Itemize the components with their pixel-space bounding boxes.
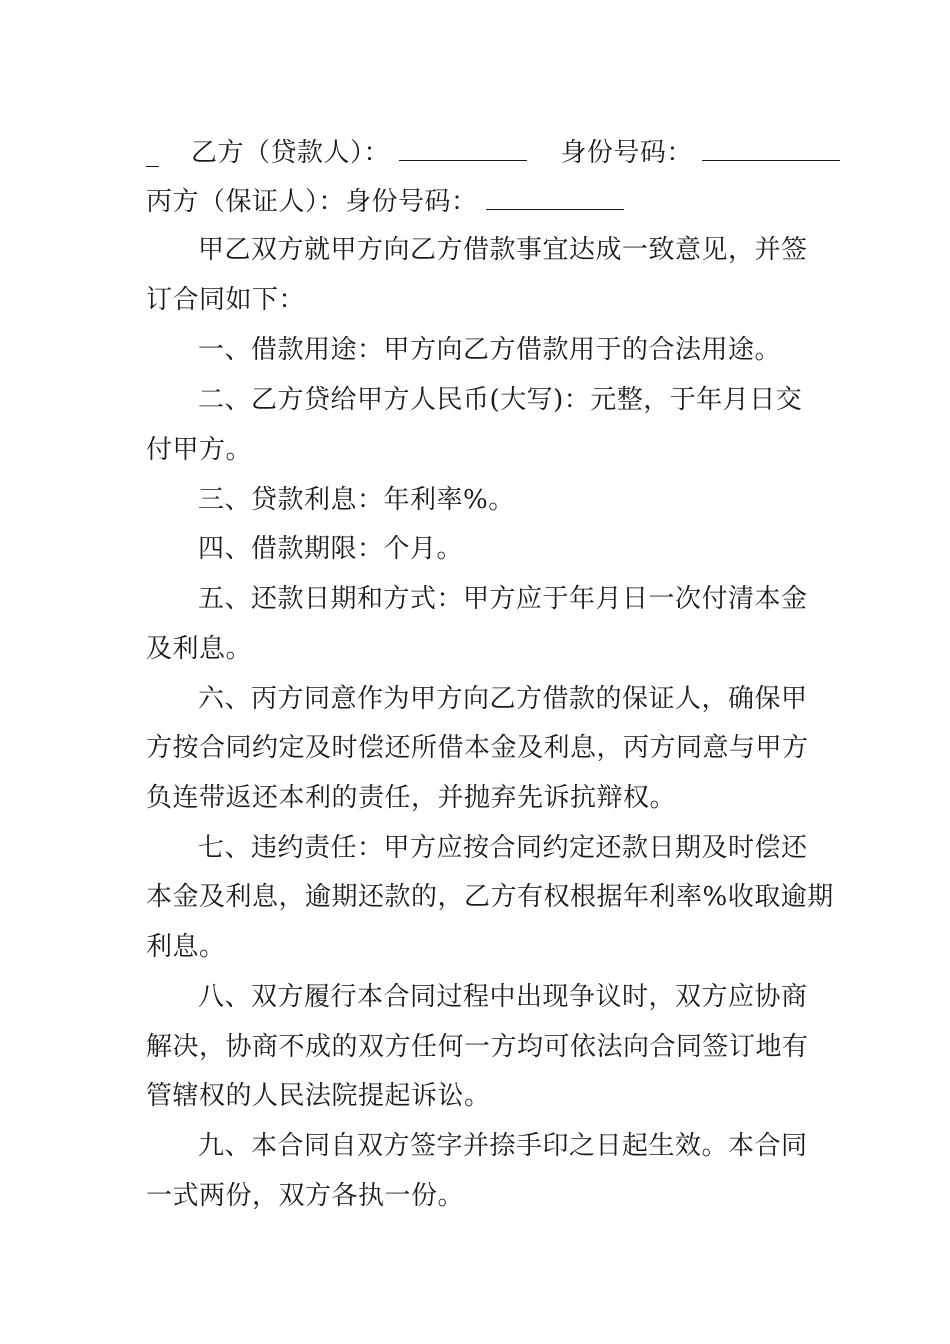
body-line: 负连带返还本利的责任，并抛弃先诉抗辩权。 (146, 783, 677, 813)
party-b-id-blank (702, 134, 840, 161)
party-c-label: 丙方（保证人）：身份号码： (146, 187, 478, 217)
body-line: 一式两份，双方各执一份。 (146, 1181, 465, 1211)
clause-4: 四、借款期限：个月。 (198, 534, 464, 564)
clause-6: 六、丙方同意作为甲方向乙方借款的保证人，确保甲 (198, 684, 808, 714)
clause-9: 九、本合同自双方签字并捺手印之日起生效。本合同 (198, 1131, 808, 1161)
clause-3: 三、贷款利息：年利率%。 (198, 485, 515, 515)
body-line: 管辖权的人民法院提起诉讼。 (146, 1081, 491, 1111)
clause-1: 一、借款用途：甲方向乙方借款用于的合法用途。 (198, 335, 782, 365)
clause-8: 八、双方履行本合同过程中出现争议时，双方应协商 (198, 982, 808, 1012)
party-b-id-label: 身份号码： (560, 138, 693, 168)
body-line: 及利息。 (146, 634, 253, 664)
body-line: 甲乙双方就甲方向乙方借款事宜达成一致意见，并签 (198, 235, 808, 265)
party-b-label: 乙方（贷款人）： (191, 138, 391, 168)
body-line: 本金及利息，逾期还款的，乙方有权根据年利率%收取逾期 (146, 882, 834, 912)
party-b-line (146, 134, 810, 170)
party-b-name-blank (399, 134, 527, 161)
clause-7: 七、违约责任：甲方应按合同约定还款日期及时偿还 (198, 833, 808, 863)
party-b-prefix: _ (146, 138, 160, 168)
party-c-id-blank (486, 183, 624, 210)
body-line: 利息。 (146, 932, 226, 962)
clause-5: 五、还款日期和方式：甲方应于年月日一次付清本金 (198, 584, 808, 614)
party-c-line (146, 183, 810, 219)
body-line: 付甲方。 (146, 435, 253, 465)
clause-2: 二、乙方贷给甲方人民币(大写)：元整，于年月日交 (198, 385, 803, 415)
body-line: 方按合同约定及时偿还所借本金及利息，丙方同意与甲方 (146, 733, 809, 763)
body-line: 解决，协商不成的双方任何一方均可依法向合同签订地有 (146, 1032, 809, 1062)
body-line: 订合同如下： (146, 285, 306, 315)
